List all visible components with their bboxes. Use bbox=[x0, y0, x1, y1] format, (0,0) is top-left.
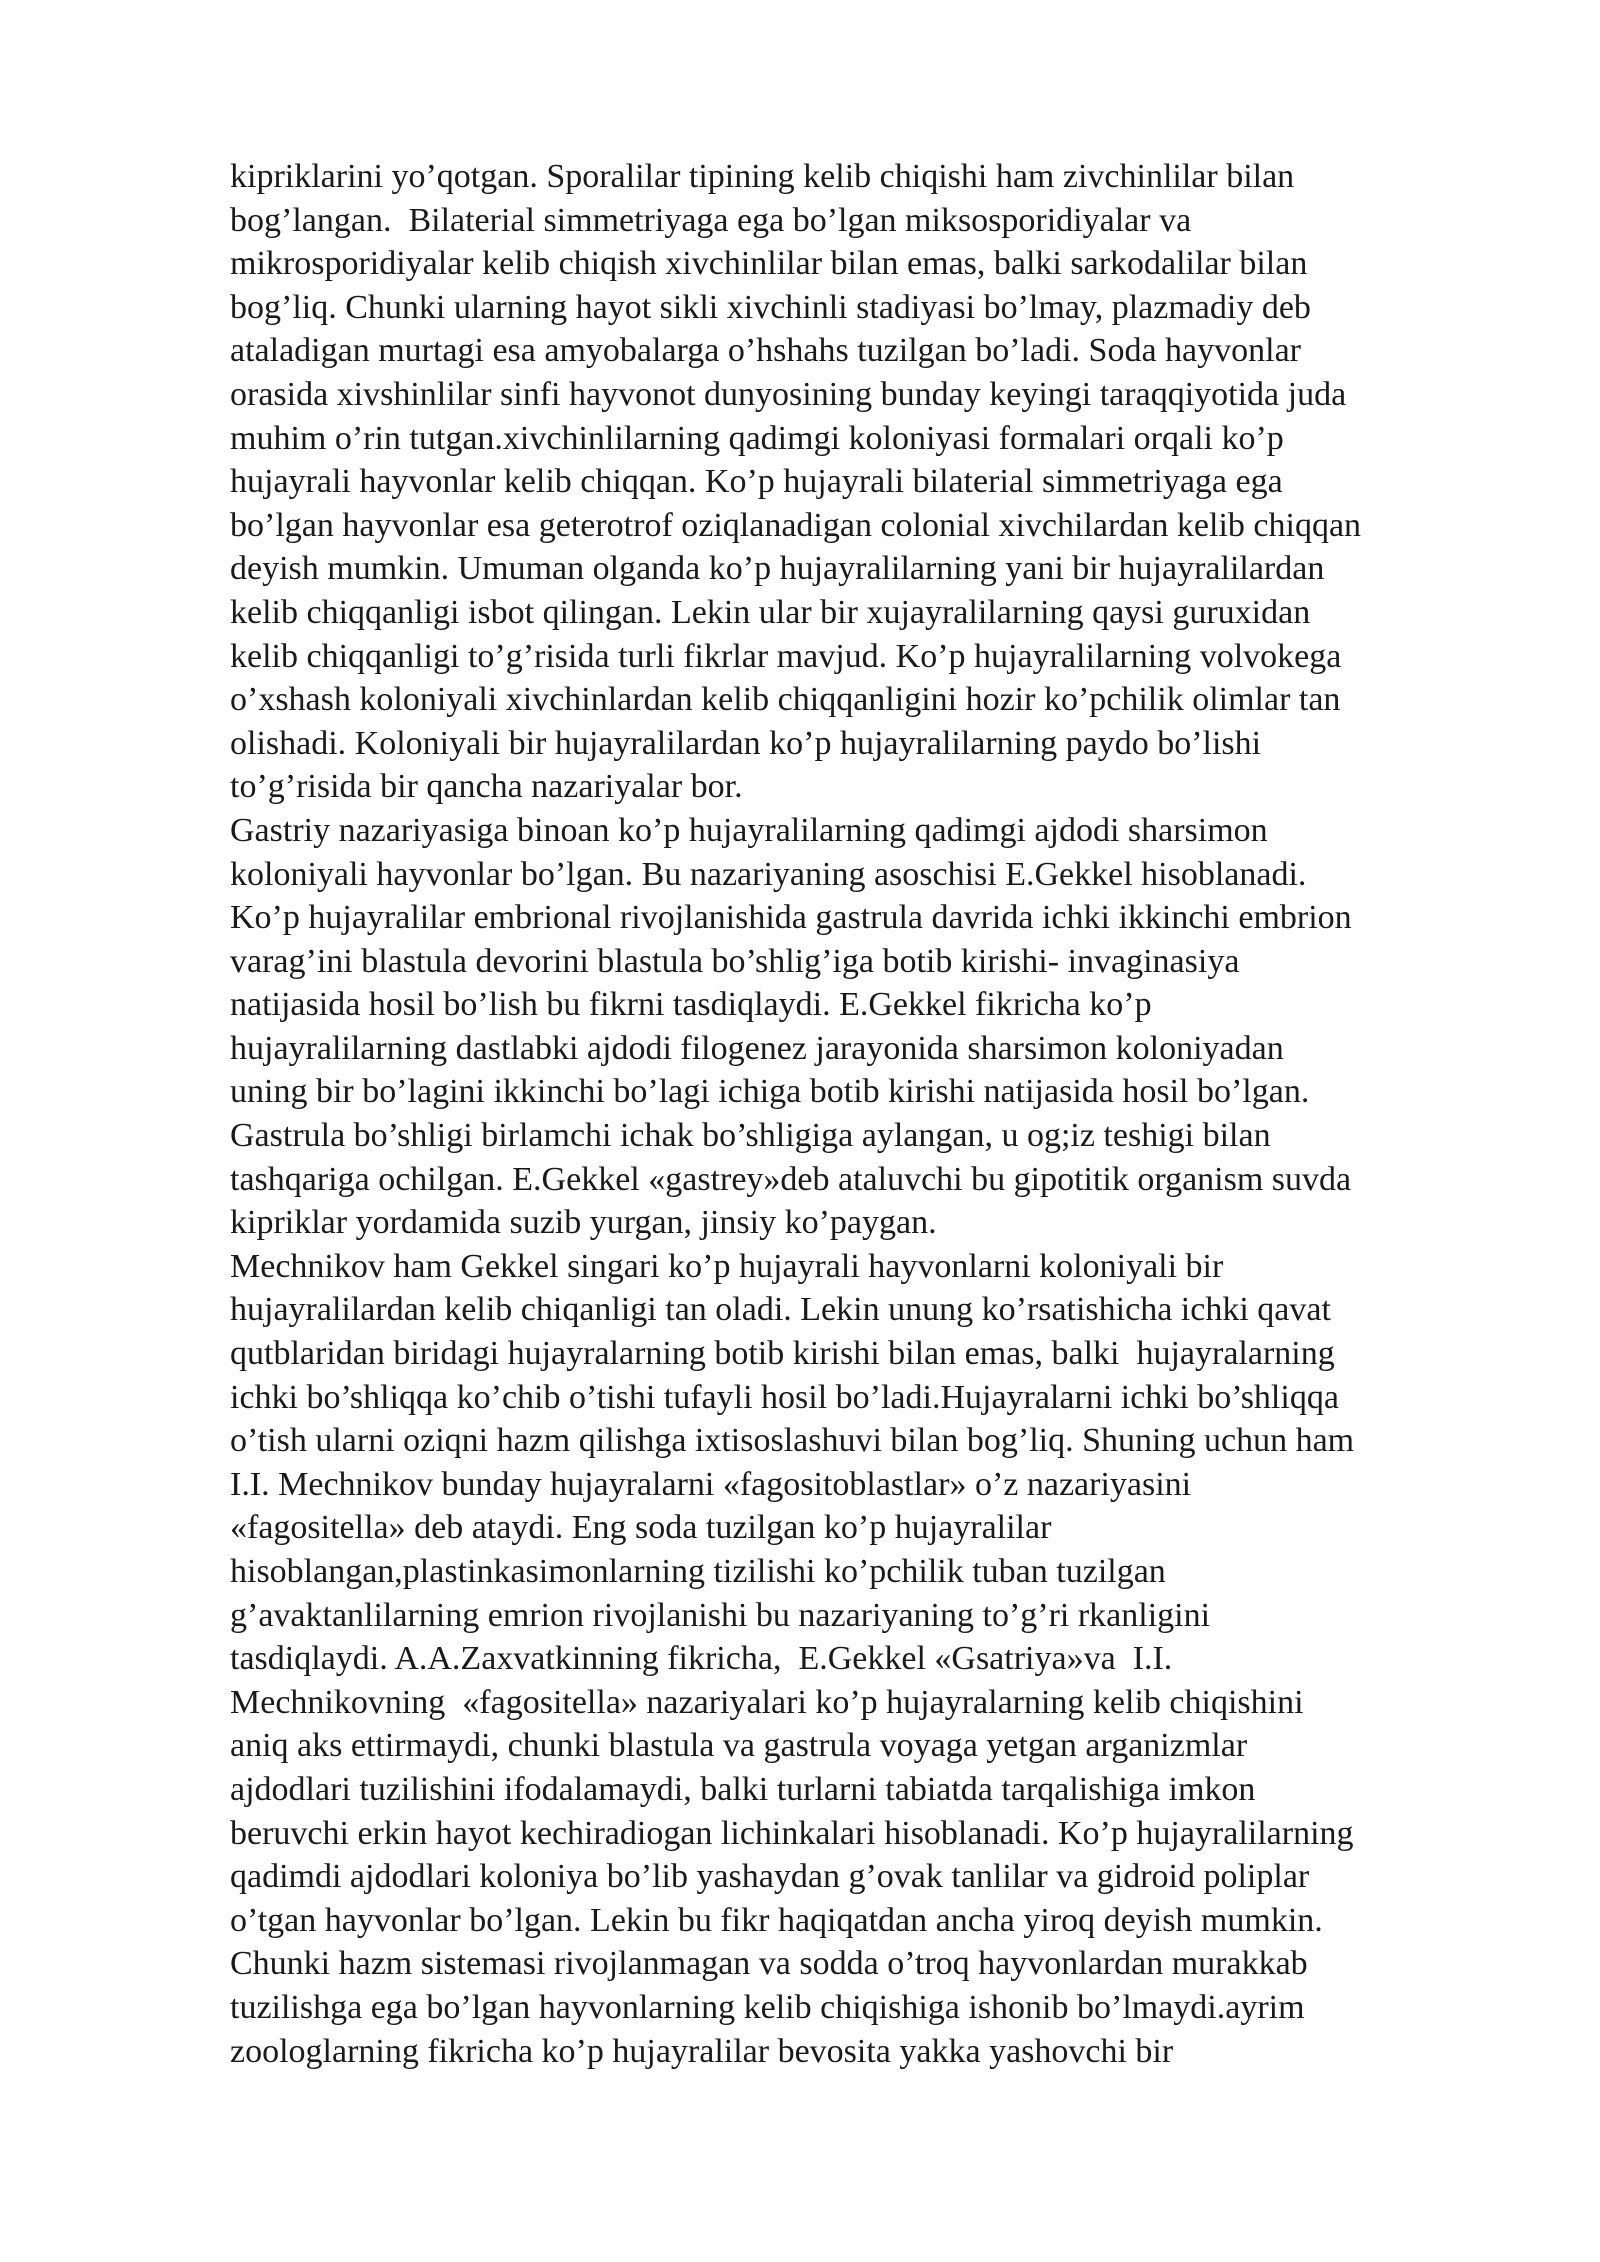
text-line: natijasida hosil bo’lish bu fikrni tasdiqlaydi. E.Gekkel fikricha ko’p bbox=[230, 986, 1152, 1024]
text-line: hujayralilarning dastlabki ajdodi filogenez jarayonida sharsimon koloniyadan bbox=[230, 1029, 1284, 1067]
text-line: orasida xivshinlilar sinfi hayvonot dunyosining bunday keyingi taraqqiyotida juda bbox=[230, 375, 1347, 413]
text-line: Ko’p hujayralilar embrional rivojlanishida gastrula davrida ichki ikkinchi embrion bbox=[230, 899, 1352, 937]
text-line: Mechnikov ham Gekkel singari ko’p hujayrali hayvonlarni koloniyali bir bbox=[230, 1247, 1224, 1285]
text-line: olishadi. Koloniyali bir hujayralilardan ko’p hujayralilarning paydo bo’lishi bbox=[230, 724, 1262, 762]
text-line: «fagositella» deb ataydi. Eng soda tuzilgan ko’p hujayralilar bbox=[230, 1509, 1052, 1547]
text-line: muhim o’rin tutgan.xivchinlilarning qadimgi koloniyasi formalari orqali ko’p bbox=[230, 419, 1284, 457]
text-line: to’g’risida bir qancha nazariyalar bor. bbox=[230, 768, 743, 806]
text-line: I.I. Mechnikov bunday hujayralarni «fagositoblastlar» o’z nazariyasini bbox=[230, 1465, 1192, 1503]
text-line: tuzilishga ega bo’lgan hayvonlarning kelib chiqishiga ishonib bo’lmaydi.ayrim bbox=[230, 1988, 1305, 2026]
text-line: koloniyali hayvonlar bo’lgan. Bu nazariyaning asoschisi E.Gekkel hisoblanadi. bbox=[230, 855, 1307, 893]
text-line: uning bir bo’lagini ikkinchi bo’lagi ichiga botib kirishi natijasida hosil bo’lgan. bbox=[230, 1073, 1310, 1111]
text-line: bog’liq. Chunki ularning hayot sikli xivchinli stadiyasi bo’lmay, plazmadiy deb bbox=[230, 288, 1311, 326]
text-line: varag’ini blastula devorini blastula bo’shlig’iga botib kirishi- invaginasiya bbox=[230, 942, 1240, 980]
text-line: zoologlarning fikricha ko’p hujayralilar bevosita yakka yashovchi bir bbox=[230, 2032, 1174, 2070]
text-line: qutblaridan biridagi hujayralarning botib kirishi bilan emas, balki hujayralarning bbox=[230, 1335, 1335, 1373]
text-line: Gastrula bo’shligi birlamchi ichak bo’shligiga aylangan, u og;iz teshigi bilan bbox=[230, 1117, 1271, 1155]
text-line: Mechnikovning «fagositella» nazariyalari ko’p hujayralarning kelib chiqishini bbox=[230, 1683, 1304, 1721]
text-line: hisoblangan,plastinkasimonlarning tizilishi ko’pchilik tuban tuzilgan bbox=[230, 1553, 1166, 1590]
text-line: o’tgan hayvonlar bo’lgan. Lekin bu fikr haqiqatdan ancha yiroq deyish mumkin. bbox=[230, 1901, 1323, 1939]
text-line: kipriklar yordamida suzib yurgan, jinsiy ko’paygan. bbox=[230, 1204, 937, 1242]
text-line: o’tish ularni oziqni hazm qilishga ixtisoslashuvi bilan bog’liq. Shuning uchun ham bbox=[230, 1422, 1355, 1460]
text-line: ajdodlari tuzilishini ifodalamaydi, balki turlarni tabiatda tarqalishiga imkon bbox=[230, 1770, 1256, 1808]
text-line: o’xshash koloniyali xivchinlardan kelib chiqqanligini hozir ko’pchilik olimlar tan bbox=[230, 681, 1341, 719]
text-line: beruvchi erkin hayot kechiradiogan lichinkalari hisoblanadi. Ko’p hujayralilarning bbox=[230, 1814, 1354, 1852]
text-line: hujayralilardan kelib chiqanligi tan oladi. Lekin unung ko’rsatishicha ichki qavat bbox=[230, 1291, 1331, 1329]
text-line: bo’lgan hayvonlar esa geterotrof oziqlanadigan colonial xivchilardan kelib chiqqan bbox=[230, 506, 1362, 544]
text-line: kelib chiqqanligi to’g’risida turli fikrlar mavjud. Ko’p hujayralilarning volvokega bbox=[230, 637, 1342, 675]
text-line: tashqariga ochilgan. E.Gekkel «gastrey»deb ataluvchi bu gipotitik organism suvda bbox=[230, 1160, 1352, 1198]
text-line: ataladigan murtagi esa amyobalarga o’hshahs tuzilgan bo’ladi. Soda hayvonlar bbox=[230, 332, 1301, 370]
text-line: Chunki hazm sistemasi rivojlanmagan va sodda o’troq hayvonlardan murakkab bbox=[230, 1945, 1308, 1983]
body-text bbox=[230, 155, 1530, 2073]
text-line: kelib chiqqanligi isbot qilingan. Lekin ular bir xujayralilarning qaysi guruxidan bbox=[230, 593, 1311, 631]
text-line: qadimdi ajdodlari koloniya bo’lib yashaydan g’ovak tanlilar va gidroid poliplar bbox=[230, 1858, 1310, 1896]
text-line: ichki bo’shliqqa ko’chib o’tishi tufayli hosil bo’ladi.Hujayralarni ichki bo’shliqqa bbox=[230, 1378, 1339, 1416]
text-line: kipriklarini yo’qotgan. Sporalilar tipining kelib chiqishi ham zivchinlilar bilan bbox=[230, 158, 1295, 195]
text-line: mikrosporidiyalar kelib chiqish xivchinlilar bilan emas, balki sarkodalilar bilan bbox=[230, 245, 1308, 283]
text-line: deyish mumkin. Umuman olganda ko’p hujayralilarning yani bir hujayralilardan bbox=[230, 550, 1325, 588]
text-line: hujayrali hayvonlar kelib chiqqan. Ko’p hujayrali bilaterial simmetriyaga ega bbox=[230, 463, 1283, 501]
text-line: tasdiqlaydi. A.A.Zaxvatkinning fikricha, E.Gekkel «Gsatriya»va I.I. bbox=[230, 1640, 1173, 1678]
text-line: Gastriy nazariyasiga binoan ko’p hujayralilarning qadimgi ajdodi sharsimon bbox=[230, 811, 1268, 849]
text-line: bog’langan. Bilaterial simmetriyaga ega bo’lgan miksosporidiyalar va bbox=[230, 201, 1192, 239]
text-line: aniq aks ettirmaydi, chunki blastula va gastrula voyaga yetgan arganizmlar bbox=[230, 1727, 1248, 1765]
text-line: g’avaktanlilarning emrion rivojlanishi bu nazariyaning to’g’ri rkanligini bbox=[230, 1596, 1211, 1634]
